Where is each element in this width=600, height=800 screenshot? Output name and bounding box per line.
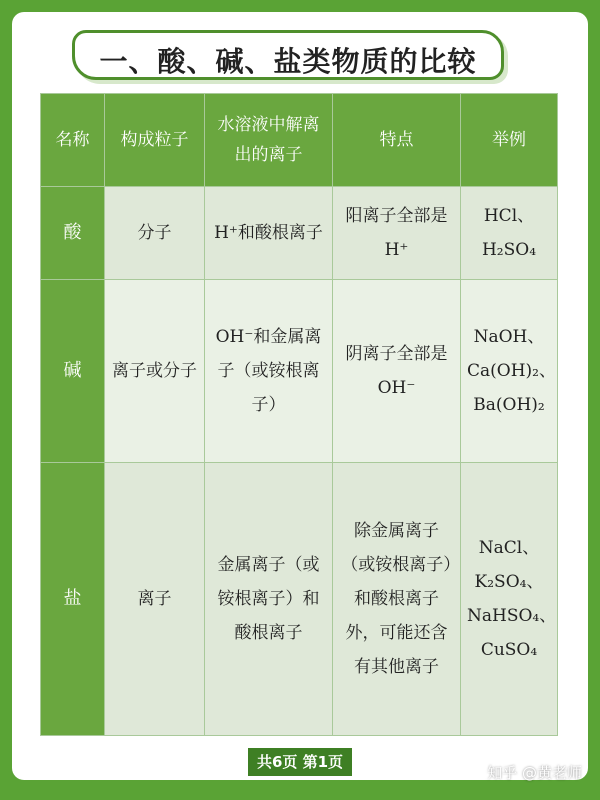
table-header-row <box>41 94 558 187</box>
table-row <box>41 187 558 280</box>
cell-ions: 金属离子（或铵根离子）和酸根离子 <box>205 463 333 736</box>
cell-particles: 离子或分子 <box>105 280 205 463</box>
cell-examples: NaCl、K₂SO₄、NaHSO₄、CuSO₄ <box>461 463 558 736</box>
cell-particles: 离子 <box>105 463 205 736</box>
title-frame <box>72 30 504 80</box>
watermark: 知乎 @黄老师 <box>487 764 582 782</box>
cell-examples: NaOH、Ca(OH)₂、Ba(OH)₂ <box>461 280 558 463</box>
cell-feature: 阴离子全部是OH⁻ <box>333 280 461 463</box>
comparison-table <box>40 93 558 736</box>
table-row <box>41 280 558 463</box>
cell-feature: 阳离子全部是H⁺ <box>333 187 461 280</box>
header-particles: 构成粒子 <box>105 94 205 187</box>
cell-particles: 分子 <box>105 187 205 280</box>
header-feature: 特点 <box>333 94 461 187</box>
row-name: 酸 <box>41 187 105 280</box>
cell-examples: HCl、H₂SO₄ <box>461 187 558 280</box>
header-examples: 举例 <box>461 94 558 187</box>
page-indicator: 共6页 第1页 <box>248 748 352 776</box>
header-ions: 水溶液中解离出的离子 <box>205 94 333 187</box>
cell-feature: 除金属离子（或铵根离子）和酸根离子外，可能还含有其他离子 <box>333 463 461 736</box>
row-name: 盐 <box>41 463 105 736</box>
cell-ions: OH⁻和金属离子（或铵根离子） <box>205 280 333 463</box>
page-title: 一、酸、碱、盐类物质的比较 <box>99 45 477 78</box>
table-row <box>41 463 558 736</box>
header-name: 名称 <box>41 94 105 187</box>
row-name: 碱 <box>41 280 105 463</box>
cell-ions: H⁺和酸根离子 <box>205 187 333 280</box>
